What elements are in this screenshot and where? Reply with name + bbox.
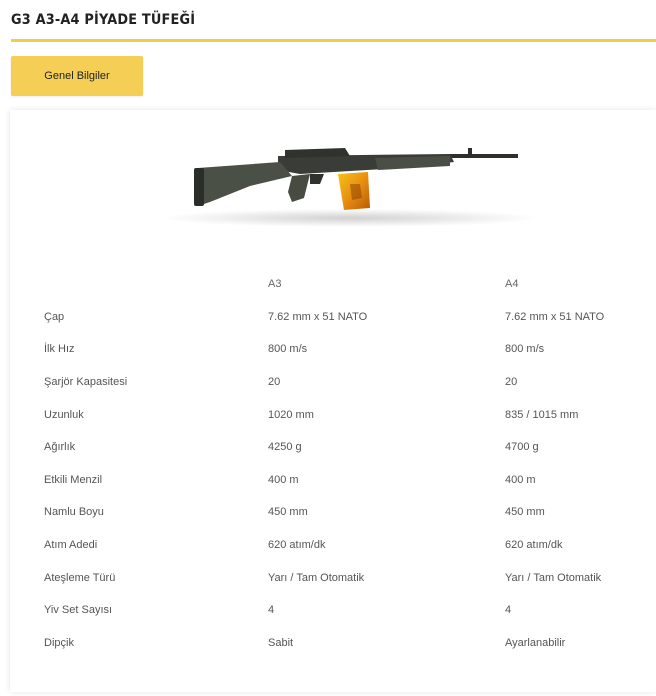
spec-label: Yiv Set Sayısı (44, 604, 113, 617)
table-row (10, 529, 656, 562)
spec-value-a4: 620 atım/dk (505, 539, 563, 552)
tab-general-info[interactable]: Genel Bilgiler (11, 56, 143, 96)
spec-value-a4: 20 (505, 376, 518, 389)
spec-label: Ateşleme Türü (44, 571, 116, 584)
spec-value-a3: 400 m (268, 473, 299, 486)
table-row (10, 431, 656, 464)
table-row (10, 627, 656, 660)
spec-value-a4: 7.62 mm x 51 NATO (505, 310, 605, 323)
spec-value-a4: 800 m/s (505, 343, 545, 356)
spec-value-a3: Sabit (268, 636, 294, 649)
header-cell-empty (10, 268, 268, 301)
spec-label: Atım Adedi (44, 539, 98, 552)
spec-value-a4: 4 (505, 604, 512, 617)
spec-label: Uzunluk (44, 408, 84, 421)
spec-label: Namlu Boyu (44, 506, 104, 519)
table-row (10, 333, 656, 366)
table-row (10, 496, 656, 529)
table-row (10, 366, 656, 399)
table-row (10, 398, 656, 431)
spec-value-a3: 4250 g (268, 441, 302, 454)
spec-value-a4: 4700 g (505, 441, 539, 454)
page-title: G3 A3-A4 PİYADE TÜFEĞİ (11, 12, 196, 28)
spec-value-a4: Ayarlanabilir (505, 636, 566, 649)
spec-label: Ağırlık (44, 441, 76, 454)
spec-label: Şarjör Kapasitesi (44, 376, 128, 389)
specs-table (10, 268, 656, 659)
table-row (10, 301, 656, 334)
table-row (10, 561, 656, 594)
spec-label: İlk Hız (44, 343, 75, 356)
spec-value-a4: Yarı / Tam Otomatik (505, 571, 602, 584)
spec-value-a4: 450 mm (505, 506, 545, 519)
spec-value-a3: 4 (268, 604, 275, 617)
spec-value-a3: 1020 mm (268, 408, 314, 421)
spec-value-a3: 450 mm (268, 506, 308, 519)
table-row (10, 464, 656, 497)
table-header-row (10, 268, 656, 301)
spec-value-a4: 400 m (505, 473, 536, 486)
spec-value-a3: 7.62 mm x 51 NATO (268, 310, 368, 323)
spec-label: Çap (44, 310, 65, 323)
spec-value-a3: 620 atım/dk (268, 539, 326, 552)
spec-value-a3: 20 (268, 376, 281, 389)
table-row (10, 594, 656, 627)
spec-value-a4: 835 / 1015 mm (505, 408, 579, 421)
spec-label: Dipçik (44, 636, 74, 649)
spec-value-a3: Yarı / Tam Otomatik (268, 571, 365, 584)
spec-value-a3: 800 m/s (268, 343, 308, 356)
header-cell-a4: A4 (505, 278, 519, 291)
title-divider (11, 39, 656, 42)
spec-label: Etkili Menzil (44, 473, 103, 486)
header-cell-a3: A3 (268, 278, 282, 291)
rifle-image (150, 118, 550, 238)
spec-card (10, 110, 656, 692)
